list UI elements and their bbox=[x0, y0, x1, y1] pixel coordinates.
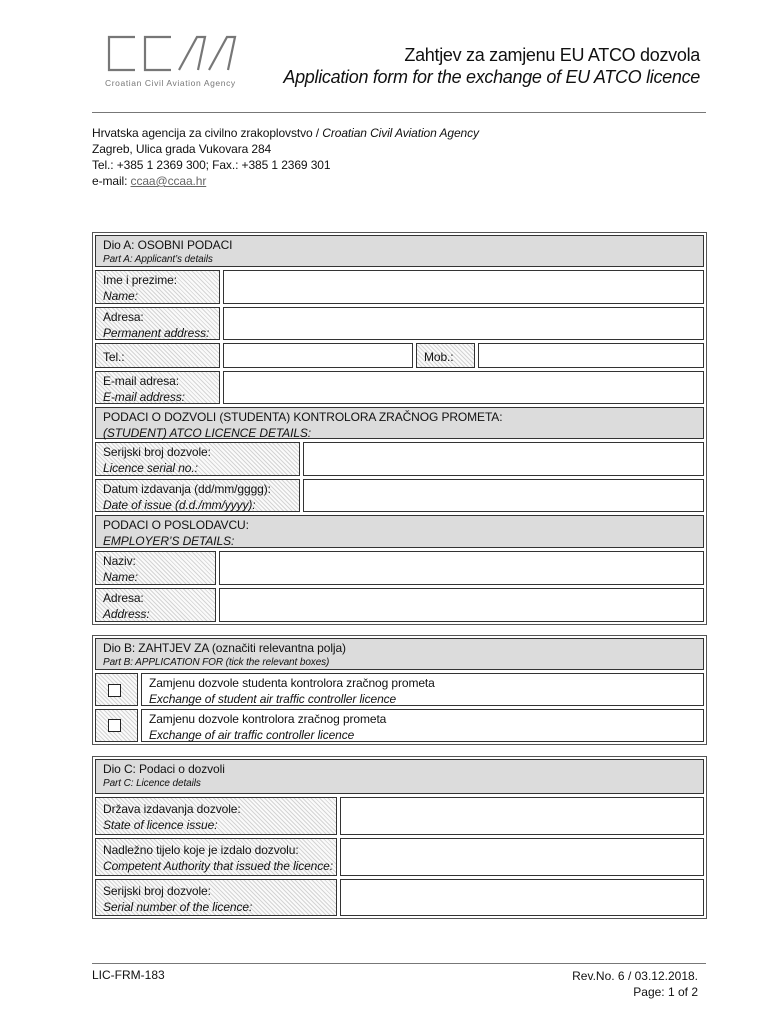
agency-address: Zagreb, Ulica grada Vukovara 284 bbox=[92, 142, 272, 156]
agency-phone: Tel.: +385 1 2369 300; Fax.: +385 1 2369 301 bbox=[92, 158, 331, 172]
agency-email-link[interactable]: ccaa@ccaa.hr bbox=[130, 174, 207, 188]
header-divider bbox=[92, 112, 706, 113]
logo-agency-name: Croatian Civil Aviation Agency bbox=[105, 78, 236, 88]
email-label-en: E-mail address: bbox=[103, 390, 185, 404]
licence-serial-label-en: Licence serial no.: bbox=[103, 461, 198, 475]
form-title-en: Application form for the exchange of EU ATCO licence bbox=[283, 67, 700, 87]
issuing-state-label bbox=[95, 797, 337, 835]
issuing-authority-label bbox=[95, 838, 337, 876]
licence-serial-label-hr: Serijski broj dozvole: bbox=[103, 445, 211, 459]
option-student-checkbox[interactable] bbox=[108, 684, 121, 697]
licence-serial-label bbox=[95, 442, 300, 476]
address-label-en: Permanent address: bbox=[103, 326, 210, 340]
issue-date-label-en: Date of issue (d.d./mm/yyyy): bbox=[103, 498, 256, 512]
option-atco-checkbox[interactable] bbox=[108, 719, 121, 732]
form-title-hr: Zahtjev za zamjenu EU ATCO dozvola bbox=[404, 45, 700, 65]
agency-name-en: Croatian Civil Aviation Agency bbox=[322, 126, 479, 140]
issuing-state-label-hr: Država izdavanja dozvole: bbox=[103, 802, 241, 816]
address-field[interactable] bbox=[223, 307, 704, 340]
part-c-serial-label-hr: Serijski broj dozvole: bbox=[103, 884, 211, 898]
issuing-authority-label-en: Competent Authority that issued the licence: bbox=[103, 859, 333, 873]
employer-name-label bbox=[95, 551, 216, 585]
employer-address-label bbox=[95, 588, 216, 622]
form-title bbox=[283, 44, 700, 88]
agency-name-line bbox=[92, 125, 479, 141]
option-atco-label-en: Exchange of air traffic controller licence bbox=[149, 728, 355, 742]
employer-address-label-en: Address: bbox=[103, 607, 150, 621]
agency-name-hr: Hrvatska agencija za civilno zrakoplovstvo / bbox=[92, 126, 320, 140]
page-number: Page: 1 of 2 bbox=[633, 985, 698, 999]
part-b-header-en: Part B: APPLICATION FOR (tick the relevant boxes) bbox=[103, 657, 330, 668]
option-student-checkbox-cell bbox=[95, 673, 138, 706]
tel-label bbox=[95, 343, 220, 368]
mob-label-text: Mob.: bbox=[424, 350, 454, 364]
part-c-serial-field[interactable] bbox=[340, 879, 704, 916]
option-student-label-en: Exchange of student air traffic controller licence bbox=[149, 692, 397, 706]
tel-field[interactable] bbox=[223, 343, 413, 368]
ccaa-logo-mark bbox=[105, 34, 245, 74]
name-label-en: Name: bbox=[103, 289, 138, 303]
part-c-header bbox=[95, 759, 704, 794]
employer-address-label-hr: Adresa: bbox=[103, 591, 144, 605]
part-b-header-hr: Dio B: ZAHTJEV ZA (označiti relevantna polja) bbox=[103, 641, 346, 655]
name-label bbox=[95, 270, 220, 304]
issue-date-label-hr: Datum izdavanja (dd/mm/gggg): bbox=[103, 482, 271, 496]
employer-name-field[interactable] bbox=[219, 551, 704, 585]
part-a-header bbox=[95, 235, 704, 267]
employer-name-label-en: Name: bbox=[103, 570, 138, 584]
licence-serial-field[interactable] bbox=[303, 442, 704, 476]
form-code: LIC-FRM-183 bbox=[92, 968, 165, 982]
option-atco-checkbox-cell bbox=[95, 709, 138, 742]
issue-date-label bbox=[95, 479, 300, 512]
part-c-header-hr: Dio C: Podaci o dozvoli bbox=[103, 762, 225, 776]
issuing-state-label-en: State of licence issue: bbox=[103, 818, 218, 832]
agency-email-line bbox=[92, 173, 479, 189]
email-label bbox=[95, 371, 220, 404]
address-label-hr: Adresa: bbox=[103, 310, 144, 324]
mob-label bbox=[416, 343, 475, 368]
option-atco-label bbox=[141, 709, 704, 742]
licence-details-header-en: (STUDENT) ATCO LICENCE DETAILS: bbox=[103, 426, 312, 440]
part-b-header bbox=[95, 638, 704, 670]
option-student-label bbox=[141, 673, 704, 706]
issue-date-field[interactable] bbox=[303, 479, 704, 512]
employer-name-label-hr: Naziv: bbox=[103, 554, 136, 568]
revision-number: Rev.No. 6 / 03.12.2018. bbox=[572, 969, 698, 983]
address-label bbox=[95, 307, 220, 340]
employer-details-header-hr: PODACI O POSLODAVCU: bbox=[103, 518, 249, 532]
issuing-authority-field[interactable] bbox=[340, 838, 704, 876]
option-atco-label-hr: Zamjenu dozvole kontrolora zračnog prometa bbox=[149, 712, 387, 726]
email-field[interactable] bbox=[223, 371, 704, 404]
licence-details-header-hr: PODACI O DOZVOLI (STUDENTA) KONTROLORA ZRAČNOG PROMETA: bbox=[103, 410, 503, 424]
email-label-hr: E-mail adresa: bbox=[103, 374, 179, 388]
part-c-header-en: Part C: Licence details bbox=[103, 778, 201, 789]
employer-address-field[interactable] bbox=[219, 588, 704, 622]
agency-email-label: e-mail: bbox=[92, 174, 128, 188]
name-field[interactable] bbox=[223, 270, 704, 304]
footer-right bbox=[572, 968, 698, 1000]
employer-details-header-en: EMPLOYER’S DETAILS: bbox=[103, 534, 235, 548]
issuing-authority-label-hr: Nadležno tijelo koje je izdalo dozvolu: bbox=[103, 843, 299, 857]
ccaa-logo bbox=[105, 34, 250, 88]
option-student-label-hr: Zamjenu dozvole studenta kontrolora zračnog prometa bbox=[149, 676, 435, 690]
part-c-serial-label bbox=[95, 879, 337, 916]
issuing-state-field[interactable] bbox=[340, 797, 704, 835]
mob-field[interactable] bbox=[478, 343, 704, 368]
employer-details-header bbox=[95, 515, 704, 548]
part-c-serial-label-en: Serial number of the licence: bbox=[103, 900, 253, 914]
part-a-header-en: Part A: Applicant’s details bbox=[103, 254, 213, 265]
part-a-header-hr: Dio A: OSOBNI PODACI bbox=[103, 238, 233, 252]
licence-details-header bbox=[95, 407, 704, 439]
tel-label-text: Tel.: bbox=[103, 350, 125, 364]
name-label-hr: Ime i prezime: bbox=[103, 273, 177, 287]
agency-info bbox=[92, 125, 479, 189]
footer-divider bbox=[92, 963, 706, 964]
